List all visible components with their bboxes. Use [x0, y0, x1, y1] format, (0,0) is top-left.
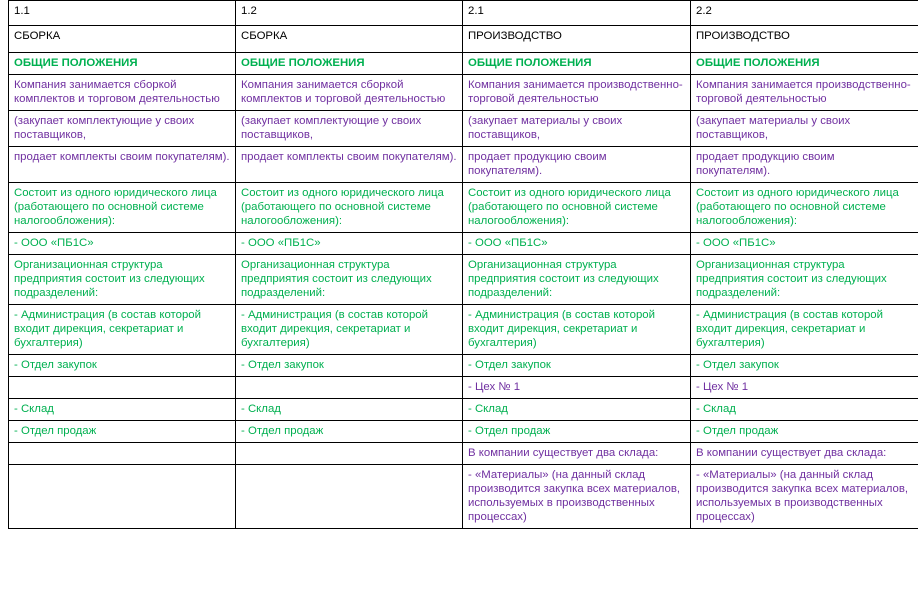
document-page	[8, 0, 918, 601]
table-row	[9, 75, 919, 111]
table-cell: - Отдел закупок	[236, 355, 463, 377]
column-type-cell: СБОРКА	[9, 26, 236, 53]
table-cell: - ООО «ПБ1С»	[691, 233, 919, 255]
table-row	[9, 305, 919, 355]
table-cell: Компания занимается сборкой комплектов и торговом деятельностью	[9, 75, 236, 111]
table-cell: продает комплекты своим покупателям).	[236, 147, 463, 183]
table-cell: Состоит из одного юридического лица (работающего по основной системе налогообложения):	[691, 183, 919, 233]
table-cell: Компания занимается производственно- торговой деятельностью	[691, 75, 919, 111]
table-cell: Состоит из одного юридического лица (работающего по основной системе налогообложения):	[463, 183, 691, 233]
table-row	[9, 443, 919, 465]
comparison-table	[8, 0, 918, 529]
table-cell: (закупает материалы у своих поставщиков,	[691, 111, 919, 147]
table-cell: ОБЩИЕ ПОЛОЖЕНИЯ	[691, 53, 919, 75]
table-cell: (закупает комплектующие у своих поставщиков,	[236, 111, 463, 147]
table-cell: В компании существует два склада:	[463, 443, 691, 465]
table-row	[9, 255, 919, 305]
table-cell: Состоит из одного юридического лица (работающего по основной системе налогообложения):	[236, 183, 463, 233]
table-cell: ОБЩИЕ ПОЛОЖЕНИЯ	[236, 53, 463, 75]
table-cell: Организационная структура предприятия состоит из следующих подразделений:	[691, 255, 919, 305]
empty-cell	[236, 377, 463, 399]
table-row	[9, 399, 919, 421]
empty-cell	[9, 465, 236, 529]
empty-cell	[236, 465, 463, 529]
table-cell: - ООО «ПБ1С»	[9, 233, 236, 255]
table-row	[9, 147, 919, 183]
table-cell: - Администрация (в состав которой входит дирекция, секретариат и бухгалтерия)	[236, 305, 463, 355]
table-row	[9, 421, 919, 443]
table-cell: - Склад	[691, 399, 919, 421]
table-cell: Организационная структура предприятия состоит из следующих подразделений:	[236, 255, 463, 305]
table-cell: Состоит из одного юридического лица (работающего по основной системе налогообложения):	[9, 183, 236, 233]
table-cell: Организационная структура предприятия состоит из следующих подразделений:	[463, 255, 691, 305]
table-row	[9, 111, 919, 147]
table-cell: В компании существует два склада:	[691, 443, 919, 465]
table-cell: - Отдел продаж	[691, 421, 919, 443]
column-number-row	[9, 1, 919, 26]
table-cell: - Отдел продаж	[9, 421, 236, 443]
table-row	[9, 377, 919, 399]
empty-cell	[9, 377, 236, 399]
column-type-row	[9, 26, 919, 53]
table-cell: продает продукцию своим покупателям).	[691, 147, 919, 183]
table-cell: (закупает материалы у своих поставщиков,	[463, 111, 691, 147]
table-cell: (закупает комплектующие у своих поставщиков,	[9, 111, 236, 147]
table-cell: - Отдел продаж	[236, 421, 463, 443]
table-cell: - Отдел закупок	[463, 355, 691, 377]
table-cell: - Склад	[463, 399, 691, 421]
column-number-cell: 2.2	[691, 1, 919, 26]
table-row	[9, 233, 919, 255]
table-cell: Компания занимается сборкой комплектов и торговой деятельностью	[236, 75, 463, 111]
table-cell: Организационная структура предприятия состоит из следующих подразделений:	[9, 255, 236, 305]
column-number-cell: 1.1	[9, 1, 236, 26]
table-cell: - Администрация (в состав которой входит дирекция, секретариат и бухгалтерия)	[9, 305, 236, 355]
table-row	[9, 183, 919, 233]
table-cell: - Цех № 1	[463, 377, 691, 399]
table-cell: - Склад	[9, 399, 236, 421]
empty-cell	[9, 443, 236, 465]
table-cell: - Цех № 1	[691, 377, 919, 399]
table-cell: - «Материалы» (на данный склад производится закупка всех материалов, используемых в производственных процессах)	[691, 465, 919, 529]
table-cell: - Отдел продаж	[463, 421, 691, 443]
table-cell: - Администрация (в состав которой входит дирекция, секретариат и бухгалтерия)	[691, 305, 919, 355]
column-number-cell: 1.2	[236, 1, 463, 26]
table-row	[9, 53, 919, 75]
table-cell: - ООО «ПБ1С»	[236, 233, 463, 255]
table-cell: продает комплекты своим покупателям).	[9, 147, 236, 183]
column-type-cell: ПРОИЗВОДСТВО	[463, 26, 691, 53]
table-cell: - Администрация (в состав которой входит дирекция, секретариат и бухгалтерия)	[463, 305, 691, 355]
table-cell: - Отдел закупок	[9, 355, 236, 377]
table-row	[9, 465, 919, 529]
table-cell: - «Материалы» (на данный склад производится закупка всех материалов, используемых в производственных процессах)	[463, 465, 691, 529]
column-type-cell: СБОРКА	[236, 26, 463, 53]
column-number-cell: 2.1	[463, 1, 691, 26]
column-type-cell: ПРОИЗВОДСТВО	[691, 26, 919, 53]
table-cell: ОБЩИЕ ПОЛОЖЕНИЯ	[463, 53, 691, 75]
table-cell: Компания занимается производственно- торговой деятельностью	[463, 75, 691, 111]
table-row	[9, 355, 919, 377]
table-cell: - ООО «ПБ1С»	[463, 233, 691, 255]
empty-cell	[236, 443, 463, 465]
table-cell: - Склад	[236, 399, 463, 421]
table-cell: ОБЩИЕ ПОЛОЖЕНИЯ	[9, 53, 236, 75]
table-cell: - Отдел закупок	[691, 355, 919, 377]
table-cell: продает продукцию своим покупателям).	[463, 147, 691, 183]
